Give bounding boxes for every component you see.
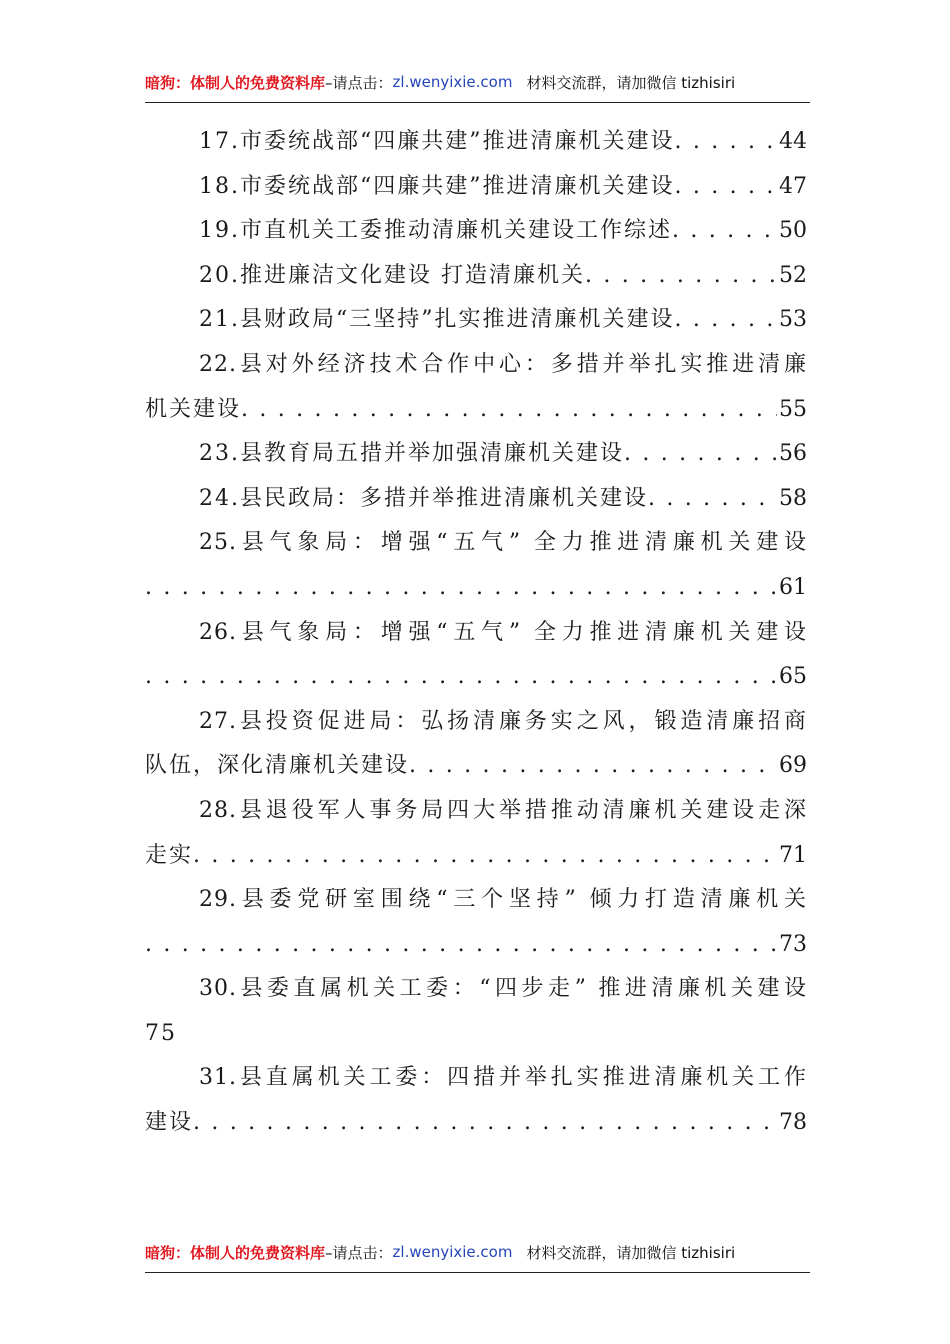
toc-page-number: 56 — [779, 441, 807, 467]
toc-entry-line[interactable] — [145, 1101, 807, 1146]
toc-entry-line[interactable] — [145, 611, 807, 656]
toc-entry-line[interactable] — [145, 655, 807, 700]
toc-entry-line[interactable] — [145, 1056, 807, 1101]
footer-click-label: –请点击： — [325, 1243, 393, 1262]
toc-entry-title: 17.市委统战部“四廉共建”推进清廉机关建设 — [199, 129, 675, 154]
header-banner — [145, 62, 810, 103]
toc-entry-line[interactable] — [145, 967, 807, 1012]
toc-entry-line[interactable] — [145, 343, 807, 388]
toc-page-number: 52 — [779, 262, 807, 288]
toc-entry-title: 75 — [145, 1020, 177, 1046]
toc-leader-dots — [585, 254, 777, 299]
toc-page-number: 78 — [779, 1110, 807, 1136]
table-of-contents — [145, 120, 807, 1146]
toc-entry-title: 26.县气象局：增强“五气” 全力推进清廉机关建设 — [199, 619, 807, 645]
toc-entry-line[interactable] — [145, 209, 807, 254]
toc-entry-line[interactable] — [145, 878, 807, 923]
toc-entry-line[interactable] — [145, 254, 807, 299]
toc-leader-dots — [674, 165, 777, 210]
toc-entry-title: 29.县委党研室围绕“三个坚持” 倾力打造清廉机关 — [199, 887, 807, 913]
toc-entry-title: 30.县委直属机关工委：“四步走” 推进清廉机关建设 — [199, 976, 807, 1002]
footer-brand: 暗狗：体制人的免费资料库 — [145, 1243, 326, 1262]
toc-page-number: 69 — [779, 753, 807, 779]
toc-entry-line[interactable] — [145, 923, 807, 968]
toc-leader-dots — [145, 655, 777, 700]
toc-leader-dots — [648, 477, 777, 522]
toc-page-number: 71 — [779, 842, 807, 868]
toc-leader-dots — [674, 120, 777, 165]
toc-entry-title: 24.县民政局：多措并举推进清廉机关建设 — [199, 485, 648, 511]
toc-page-number: 44 — [779, 129, 807, 154]
toc-entry-line[interactable] — [145, 120, 807, 165]
toc-entry-title: 28.县退役军人事务局四大举措推动清廉机关建设走深 — [199, 797, 807, 823]
toc-entry-line[interactable] — [145, 477, 807, 522]
toc-leader-dots — [624, 432, 777, 477]
toc-entry-title: 队伍，深化清廉机关建设 — [145, 753, 410, 779]
toc-page-number: 47 — [779, 173, 807, 199]
toc-entry-title: 18.市委统战部“四廉共建”推进清廉机关建设 — [199, 173, 675, 199]
footer-url-link[interactable]: zl.wenyixie.com — [392, 1243, 513, 1261]
toc-entry-line[interactable] — [145, 566, 807, 611]
toc-entry-title: 19.市直机关工委推动清廉机关建设工作综述 — [199, 218, 672, 244]
toc-entry-line[interactable] — [145, 298, 807, 343]
toc-entry-title: 22.县对外经济技术合作中心：多措并举扎实推进清廉 — [199, 351, 807, 377]
toc-entry-title: 21.县财政局“三坚持”扎实推进清廉机关建设 — [199, 307, 675, 333]
toc-entry-title: 25.县气象局：增强“五气” 全力推进清廉机关建设 — [199, 530, 807, 556]
toc-entry-line[interactable] — [145, 789, 807, 834]
banner-brand: 暗狗：体制人的免费资料库 — [145, 73, 326, 92]
toc-entry-line[interactable] — [145, 1012, 807, 1057]
toc-entry-line[interactable] — [145, 834, 807, 879]
toc-leader-dots — [674, 298, 777, 343]
toc-page-number: 61 — [779, 574, 807, 600]
footer-group-text: 材料交流群，请加微信 tizhisiri — [526, 1243, 736, 1262]
toc-leader-dots — [672, 209, 777, 254]
toc-page-number: 50 — [779, 218, 807, 244]
banner-click-label: –请点击： — [325, 73, 393, 92]
toc-entry-title: 31.县直属机关工委：四措并举扎实推进清廉机关工作 — [199, 1065, 807, 1091]
toc-leader-dots — [409, 744, 777, 789]
toc-entry-line[interactable] — [145, 165, 807, 210]
toc-page-number: 55 — [779, 396, 807, 422]
toc-entry-line[interactable] — [145, 432, 807, 477]
toc-leader-dots — [145, 923, 777, 968]
toc-leader-dots — [241, 388, 777, 433]
toc-page-number: 65 — [779, 664, 807, 690]
toc-leader-dots — [145, 566, 777, 611]
toc-entry-title: 27.县投资促进局：弘扬清廉务实之风，锻造清廉招商 — [199, 708, 807, 734]
toc-entry-title: 20.推进廉洁文化建设 打造清廉机关 — [199, 262, 585, 288]
toc-entry-line[interactable] — [145, 744, 807, 789]
toc-entry-title: 机关建设 — [145, 396, 242, 422]
toc-page-number: 58 — [779, 485, 807, 511]
toc-page-number: 53 — [779, 307, 807, 333]
toc-entry-title: 建设 — [145, 1110, 194, 1136]
toc-leader-dots — [193, 834, 777, 879]
toc-entry-title: 走实 — [145, 842, 194, 868]
toc-entry-line[interactable] — [145, 521, 807, 566]
banner-url-link[interactable]: zl.wenyixie.com — [392, 73, 513, 91]
toc-leader-dots — [193, 1101, 777, 1146]
banner-group-text: 材料交流群，请加微信 tizhisiri — [526, 73, 736, 92]
footer-banner — [145, 1232, 810, 1273]
toc-entry-line[interactable] — [145, 700, 807, 745]
toc-page-number: 73 — [779, 931, 807, 957]
toc-entry-title: 23.县教育局五措并举加强清廉机关建设 — [199, 441, 624, 467]
toc-entry-line[interactable] — [145, 388, 807, 433]
